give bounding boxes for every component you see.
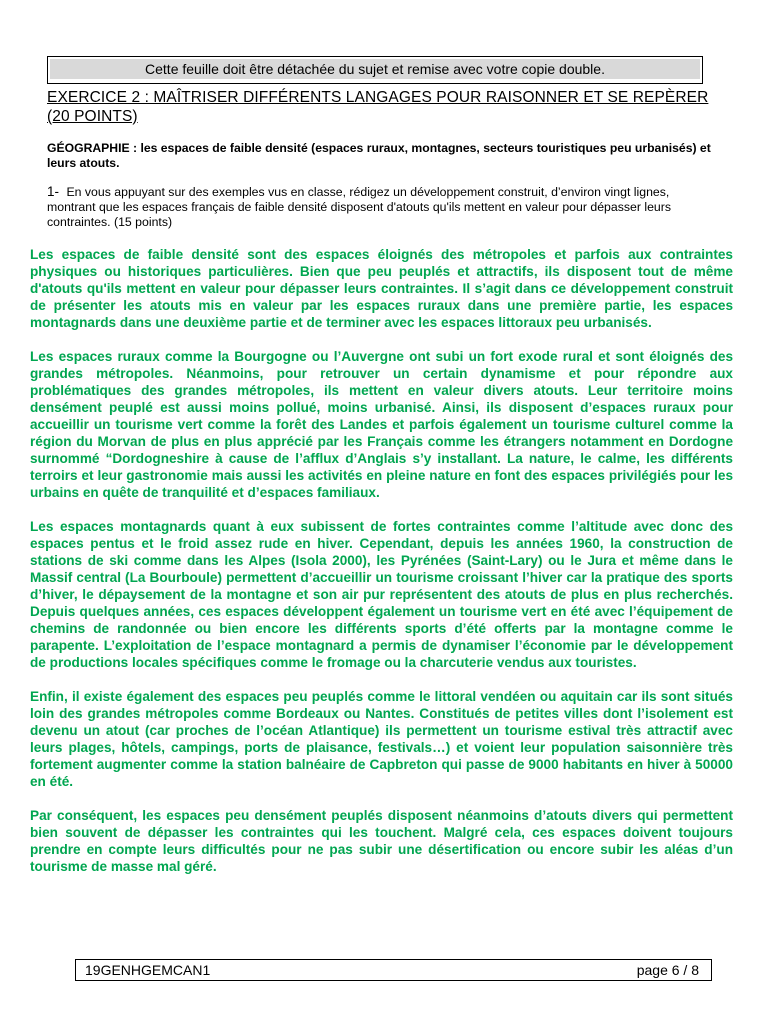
answer-paragraph: Les espaces montagnards quant à eux subissent de fortes contraintes comme l’altitude avec donc des espaces pentus et le froid assez rude en hiver. Cependant, depuis les années 1960, la construction de stations de ski comme dans les Alpes (Isola 2000), les Pyrénées (Saint-Lary) ou le Jura et même dans le Massif central (La Bourboule) permettent d’accueillir un tourisme croissant l’hiver car la pratique des sports d’hiver, le dépaysement de la montagne et son air pur représentent des atouts de plus en plus recherchés. Depuis quelques années, ces espaces développent également un tourisme vert en été avec l’équipement de chemins de randonnée ou bien encore les différents sports d’été offerts par la montagne comme le parapente. L’exploitation de l’espace montagnard a permis de dynamiser l’économie par le développement de productions locales spécifiques comme le fromage ou la charcuterie vendus aux touristes. [30, 519, 733, 670]
question-text: En vous appuyant sur des exemples vus en classe, rédigez un développement construit, d’environ vingt lignes, montrant que les espaces français de faible densité disposent d'atouts qu'ils mettent en valeur pour dépasser leurs contraintes. (15 points) [47, 185, 672, 229]
question-number: 1- [47, 184, 60, 199]
detach-notice-box [47, 56, 703, 84]
page-number: page 6 / 8 [636, 962, 699, 978]
answer-paragraph: Enfin, il existe également des espaces peu peuplés comme le littoral vendéen ou aquitain car ils sont situés loin des grandes métropoles comme Bordeaux ou Nantes. Constitués de petites villes dont l’isolement est devenu un atout (car proches de l’océan Atlantique) ils permettent un tourisme estival très attractif avec leurs plages, hôtels, campings, ports de plaisance, festivals…) et voient leur population saisonnière très fortement augmenter comme la station balnéaire de Capbreton qui passe de 9000 habitants en hiver à 50000 en été. [30, 689, 733, 789]
exercise-title: EXERCICE 2 : MAÎTRISER DIFFÉRENTS LANGAGES POUR RAISONNER ET SE REPÈRER (20 POINTS) [47, 89, 709, 125]
geography-heading: GÉOGRAPHIE : les espaces de faible densité (espaces ruraux, montagnes, secteurs touristiques peu urbanisés) et leurs atouts. [47, 141, 711, 170]
detach-notice: Cette feuille doit être détachée du sujet et remise avec votre copie double. [50, 59, 700, 79]
answer-paragraph: Par conséquent, les espaces peu densément peuplés disposent néanmoins d’atouts divers qui permettent bien souvent de dépasser les contraintes qui les touchent. Malgré cela, ces espaces doivent toujours prendre en compte leurs difficultés pour ne pas subir une désertification ou encore subir les aléas d’un tourisme de masse mal géré. [30, 808, 733, 874]
answer-paragraph: Les espaces ruraux comme la Bourgogne ou l’Auvergne ont subi un fort exode rural et sont éloignés des grandes métropoles. Néanmoins, pour retrouver un certain dynamisme et pour répondre aux problématiques des grandes métropoles, ils mettent en valeur divers atouts. Leur territoire moins densément peuplé est aussi moins pollué, moins urbanisé. Ainsi, ils disposent d’espaces ruraux pour accueillir un tourisme vert comme la forêt des Landes et parfois également un tourisme culturel comme la région du Morvan de plus en plus apprécié par les Français comme les étrangers notamment en Dordogne surnommé “Dordogneshire à cause de l’afflux d’Anglais s’y installant. La nature, le calme, les différents terroirs et leur gastronomie mais aussi les activités en pleine nature en font des espaces privilégiés pour les urbains en quête de tranquilité et d’espaces familiaux. [30, 349, 733, 500]
answer-text [30, 246, 733, 875]
page-footer [75, 959, 712, 981]
answer-paragraph: Les espaces de faible densité sont des espaces éloignés des métropoles et parfois aux contraintes physiques ou historiques particulières. Bien que peu peuplés et attractifs, ils disposent tout de même d'atouts qu'ils mettent en valeur pour dépasser leurs contraintes. Il s’agit dans ce développement construit de présenter les atouts mis en valeur par les espaces ruraux dans une première partie, les espaces montagnards dans une deuxième partie et de terminer avec les espaces littoraux peu urbanisés. [30, 247, 733, 330]
subject-code: 19GENHGEMCAN1 [85, 962, 211, 978]
question-block [47, 184, 711, 230]
